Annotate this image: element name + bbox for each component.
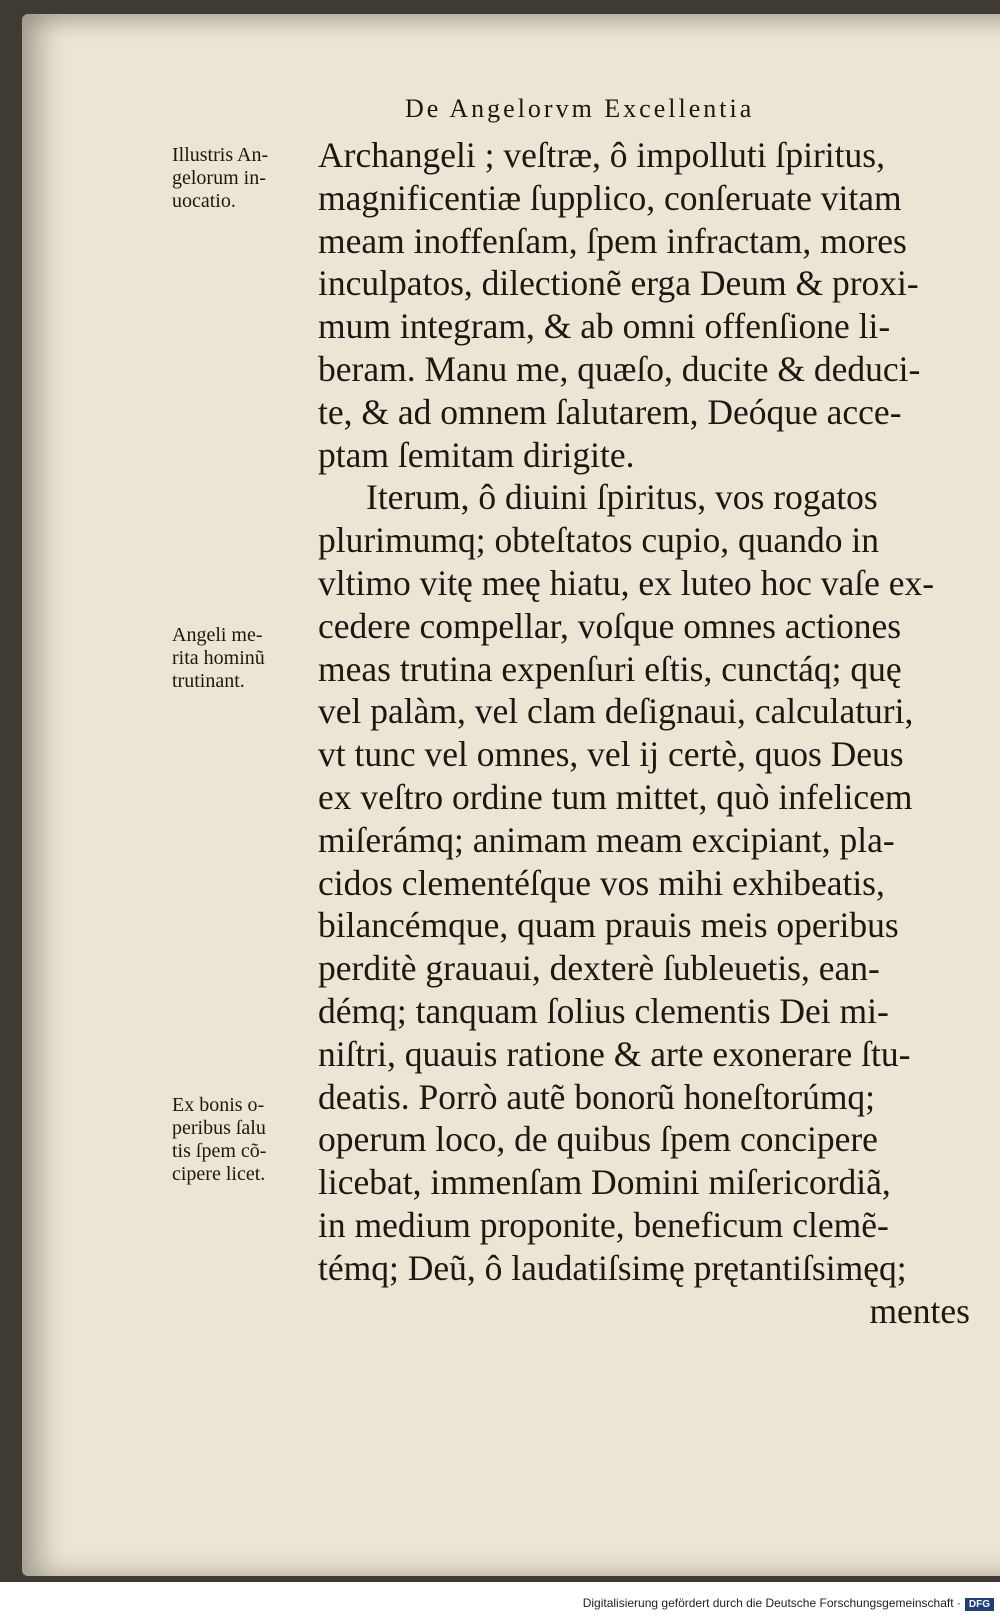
text-line: cidos clementéſque vos mihi exhibeatis, bbox=[318, 862, 885, 903]
text-line: démq; tanquam ſolius clementis Dei mi- bbox=[318, 990, 889, 1031]
text-line: vt tunc vel omnes, vel ij certè, quos Deus bbox=[318, 734, 904, 775]
digitization-footer bbox=[583, 1596, 994, 1611]
text-line: beram. Manu me, quæſo, ducite & deduci- bbox=[318, 348, 921, 389]
marginal-note-2: Angeli me- rita hominũ trutinant. bbox=[172, 624, 265, 692]
marginal-note-1: Illustris An- gelorum in- uocatio. bbox=[172, 144, 269, 212]
text-line: ex veſtro ordine tum mittet, quò infelicem bbox=[318, 776, 913, 817]
text-line: ptam ſemitam dirigite. bbox=[318, 434, 635, 475]
text-line: Iterum, ô diuini ſpiritus, vos rogatos bbox=[366, 477, 878, 518]
text-line: témq; Deũ, ô laudatiſsimę prętantiſsimęq; bbox=[318, 1247, 907, 1288]
text-line: plurimumq; obteſtatos cupio, quando in bbox=[318, 520, 880, 561]
dfg-logo: DFG bbox=[965, 1598, 994, 1611]
catchword: mentes bbox=[869, 1290, 970, 1331]
marginal-note-3: Ex bonis o- peribus ſalu tis ſpem cõ- cipere licet. bbox=[172, 1094, 267, 1185]
text-line: operum loco, de quibus ſpem concipere bbox=[318, 1119, 878, 1160]
text-line: Archangeli ; veſtræ, ô impolluti ſpiritus, bbox=[318, 135, 885, 175]
text-line: perditè grauaui, dexterè ſubleuetis, ean- bbox=[318, 948, 880, 989]
text-line: niſtri, quauis ratione & arte exonerare ſtu- bbox=[318, 1033, 911, 1074]
text-line: te, & ad omnem ſalutarem, Deóque acce- bbox=[318, 391, 902, 432]
text-line: meas trutina expenſuri eſtis, cunctáq; quę bbox=[318, 648, 902, 689]
text-line: vel palàm, vel clam deſignaui, calculaturi, bbox=[318, 691, 914, 732]
main-text bbox=[318, 134, 978, 1332]
text-line: meam inoffenſam, ſpem infractam, mores bbox=[318, 220, 907, 261]
text-line: miſerámq; animam meam excipiant, pla- bbox=[318, 819, 895, 860]
text-line: cedere compellar, voſque omnes actiones bbox=[318, 605, 902, 646]
text-line: licebat, immenſam Domini miſericordiã, bbox=[318, 1162, 891, 1203]
text-line: mum integram, & ab omni offenſione li- bbox=[318, 306, 891, 347]
text-line: bilancémque, quam prauis meis operibus bbox=[318, 905, 899, 946]
footer-text: Digitalisierung gefördert durch die Deutsche Forschungsgemeinschaft · bbox=[582, 1596, 961, 1610]
text-line: deatis. Porrò autẽ bonorũ honeſtorúmq; bbox=[318, 1076, 876, 1117]
text-line: inculpatos, dilectionẽ erga Deum & proxi- bbox=[318, 263, 919, 304]
text-line: vltimo vitę meę hiatu, ex luteo hoc vaſe ex- bbox=[318, 562, 935, 603]
text-line: magnificentiæ ſupplico, conſeruate vitam bbox=[318, 177, 902, 218]
running-title: De Angelorvm Excellentia bbox=[405, 94, 755, 123]
text-line: in medium proponite, beneficum clemẽ- bbox=[318, 1204, 889, 1245]
